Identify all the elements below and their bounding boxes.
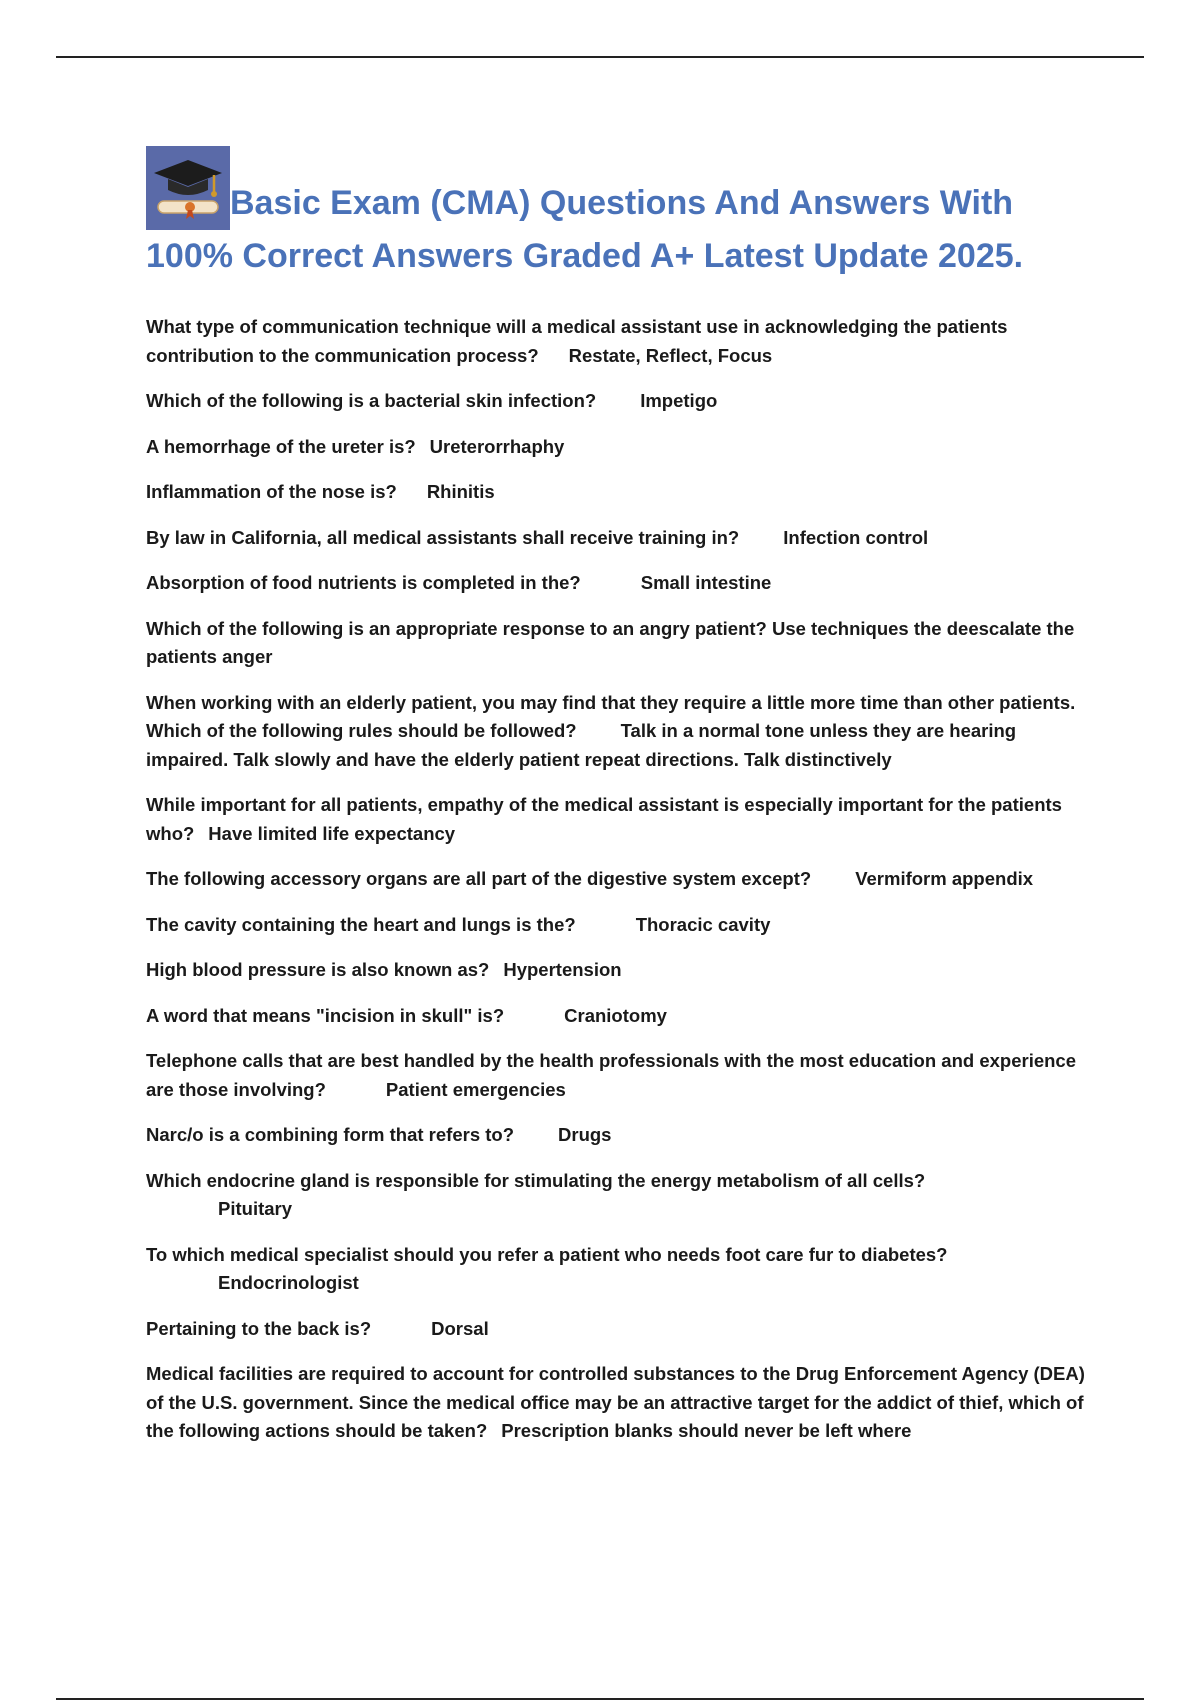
answer-text: Ureterorrhaphy [429,435,565,457]
answer-text: Impetigo [640,390,718,411]
document-title-text: Basic Exam (CMA) Questions And Answers With 100% Correct Answers Graded A+ Latest Update 2025. [146,184,1024,275]
question-text: Which of the following is a bacterial skin infection? [146,390,597,411]
qa-item-14 [146,1047,1086,1104]
answer-text: Infection control [783,526,929,548]
qa-item-11 [146,911,1086,940]
question-text: The following accessory organs are all part of the digestive system except? [146,868,812,889]
question-text: A hemorrhage of the ureter is? [146,435,416,457]
answer-text: Rhinitis [426,481,495,502]
question-text: Absorption of food nutrients is completed in the? [146,572,581,593]
title-block [146,146,1086,283]
qa-item-7 [146,615,1086,672]
qa-item-10 [146,865,1086,894]
qa-item-12 [146,956,1086,985]
qa-item-3 [146,433,1086,462]
answer-text: Talk in a normal tone unless they are hearing impaired. Talk slowly and have the elderly patient repeat directions. Talk distinctively [146,720,1022,770]
document-title [146,146,1086,283]
answer-text: Pituitary [218,1198,293,1219]
question-text: Medical facilities are required to account for controlled substances to the Drug Enforcement Agency (DEA) of the U.S. government. Since the medical office may be an attractive target for the addict of thief, which of the following actions should be taken? [146,1363,1085,1441]
question-text: Inflammation of the nose is? [146,481,397,502]
qa-item-16 [146,1167,1086,1224]
answer-text: Hypertension [503,959,622,980]
answer-text: Craniotomy [564,1004,667,1026]
question-text: High blood pressure is also known as? [146,959,490,980]
answer-text: Use techniques the deescalate the patients anger [146,617,1080,667]
qa-item-5 [146,524,1086,553]
answer-text: Prescription blanks should never be left where [501,1420,912,1441]
answer-text: Drugs [558,1124,612,1145]
answer-text: Thoracic cavity [635,913,771,935]
answer-text: Restate, Reflect, Focus [568,344,773,366]
graduation-cap-diploma-icon [146,146,230,230]
qa-item-19 [146,1360,1086,1446]
question-text: Which of the following is an appropriate response to an angry patient? [146,617,767,639]
qa-item-9 [146,791,1086,848]
question-text: To which medical specialist should you refer a patient who needs foot care fur to diabetes? [146,1243,948,1265]
qa-item-4 [146,478,1086,507]
qa-list [146,313,1086,1463]
question-text: When working with an elderly patient, you may find that they require a little more time than other patients. Which of the following rules should be followed? [146,691,1076,741]
question-text: Telephone calls that are best handled by the health professionals with the most education and experience are those involving? [146,1050,1077,1100]
qa-item-18 [146,1315,1086,1344]
answer-text: Have limited life expectancy [208,822,456,844]
answer-text: Endocrinologist [218,1272,359,1293]
qa-item-6 [146,569,1086,598]
answer-text: Patient emergencies [385,1078,566,1100]
qa-item-15 [146,1121,1086,1150]
qa-item-1 [146,313,1086,370]
question-text: Narc/o is a combining form that refers to? [146,1124,515,1145]
header-rule [56,56,1144,58]
question-text: The cavity containing the heart and lungs is the? [146,913,576,935]
qa-item-17 [146,1241,1086,1298]
question-text: What type of communication technique will a medical assistant use in acknowledging the patients contribution to the communication process? [146,316,1008,366]
qa-item-2 [146,387,1086,416]
question-text: By law in California, all medical assistants shall receive training in? [146,526,740,548]
question-text: Which endocrine gland is responsible for stimulating the energy metabolism of all cells? [146,1169,926,1191]
answer-text: Dorsal [431,1317,489,1339]
answer-text: Small intestine [640,572,772,593]
qa-item-13 [146,1002,1086,1031]
answer-text: Vermiform appendix [855,868,1034,889]
question-text: A word that means "incision in skull" is? [146,1004,505,1026]
question-text: While important for all patients, empathy of the medical assistant is especially important for the patients who? [146,794,1062,844]
question-text: Pertaining to the back is? [146,1317,372,1339]
qa-item-8 [146,689,1086,775]
